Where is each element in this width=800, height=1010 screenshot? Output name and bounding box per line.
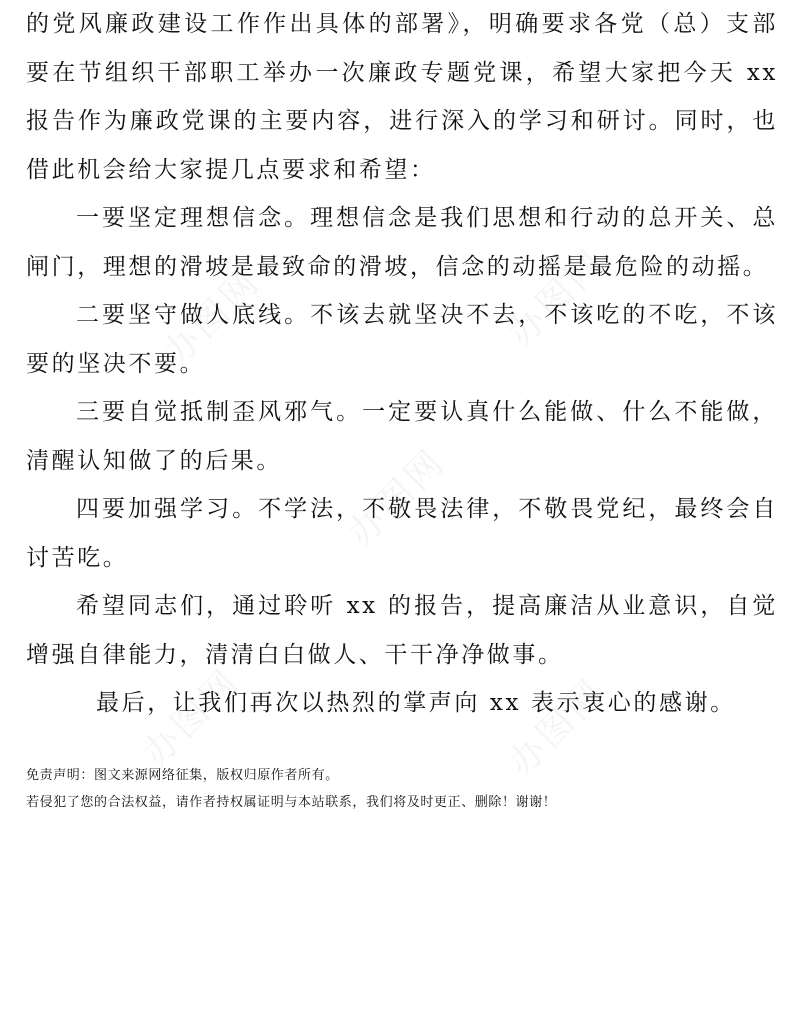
- paragraph-point-1: 一要坚定理想信念。理想信念是我们思想和行动的总开关、总闸门，理想的滑坡是最致命的滑坡，信念的动摇是最危险的动摇。: [26, 205, 778, 280]
- disclaimer-line-1: 免责声明：图文来源网络征集，版权归原作者所有。: [26, 768, 339, 783]
- watermark: 办图网: [135, 660, 250, 775]
- disclaimer: [26, 762, 786, 816]
- paragraph-hope: 希望同志们，通过聆听 xx 的报告，提高廉洁从业意识，自觉增强自律能力，清清白白做人、干干净净做事。: [26, 593, 778, 668]
- paragraph-intro: 的党风廉政建设工作作出具体的部署》，明确要求各党（总）支部要在节组织干部职工举办一次廉政专题党课，希望大家把今天 xx 报告作为廉政党课的主要内容，进行深入的学习和研讨。同时，也借此机会给大家提几点要求和希望：: [26, 11, 778, 183]
- paragraph-closing: 最后，让我们再次以热烈的掌声向 xx 表示衷心的感谢。: [96, 690, 736, 716]
- disclaimer-line-2: 若侵犯了您的合法权益，请作者持权属证明与本站联系，我们将及时更正、删除！谢谢！: [26, 795, 557, 810]
- paragraph-point-4: 四要加强学习。不学法，不敬畏法律，不敬畏党纪，最终会自讨苦吃。: [26, 496, 778, 571]
- watermark: 办图网: [500, 670, 615, 785]
- watermark: 办图网: [500, 240, 615, 355]
- watermark: 办图网: [340, 440, 455, 555]
- paragraph-point-2: 二要坚守做人底线。不该去就坚决不去，不该吃的不吃，不该要的坚决不要。: [26, 302, 778, 377]
- paragraph-point-3: 三要自觉抵制歪风邪气。一定要认真什么能做、什么不能做，清醒认知做了的后果。: [26, 399, 778, 474]
- document-body: [26, 0, 778, 728]
- watermark: 办图网: [155, 260, 270, 375]
